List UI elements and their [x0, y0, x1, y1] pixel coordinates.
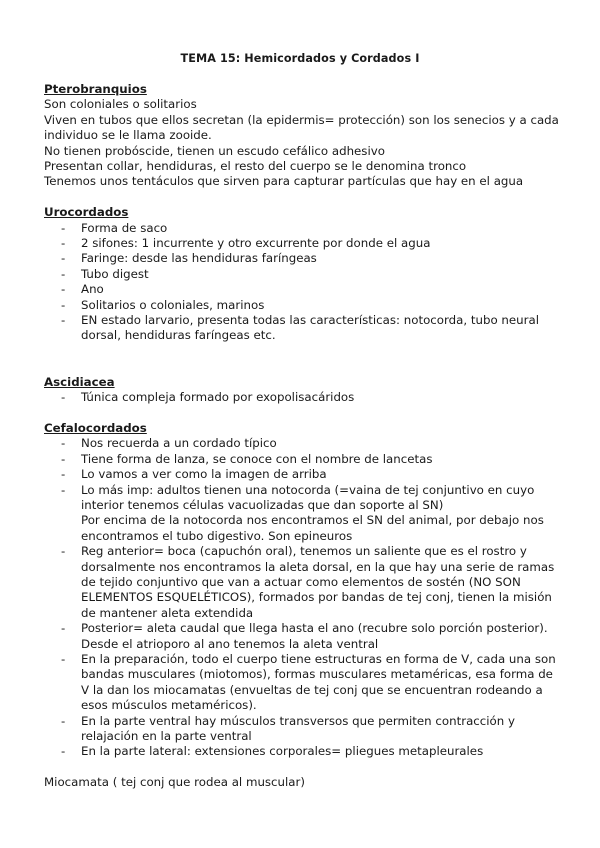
closing-note: Miocamata ( tej conj que rodea al muscular)	[44, 775, 305, 790]
document-body	[44, 82, 560, 791]
list-item: - Solitarios o coloniales, marinos	[61, 298, 560, 313]
list-item: - En la parte ventral hay músculos transversos que permiten contracción y relajación en la parte ventral	[61, 714, 560, 745]
section-heading-cefalocordados: Cefalocordados	[44, 420, 147, 435]
list-item: - EN estado larvario, presenta todas las características: notocorda, tubo neural dorsal, hendiduras faríngeas etc.	[61, 313, 560, 344]
list-item: - En la parte lateral: extensiones corporales= pliegues metapleurales	[61, 744, 560, 759]
section-heading-ascidiacea: Ascidiacea	[44, 374, 115, 389]
list-item: - Tubo digest	[61, 267, 560, 282]
section-heading-pterobranquios: Pterobranquios	[44, 82, 147, 96]
spacer	[44, 406, 560, 421]
list-item: - Forma de saco	[61, 221, 560, 236]
list-item: - Posterior= aleta caudal que llega hasta el ano (recubre solo porción posterior). Desde el atrioporo al ano tenemos la aleta ventral	[61, 621, 560, 652]
paragraph-line: Tenemos unos tentáculos que sirven para capturar partículas que hay en el agua	[44, 174, 524, 189]
list-item: - 2 sifones: 1 incurrente y otro excurrente por donde el agua	[61, 236, 560, 251]
list-item: - Reg anterior= boca (capuchón oral), tenemos un saliente que es el rostro y dorsalmente nos encontramos la aleta dorsal, en la que hay una serie de ramas de tejido conjuntivo que van a actuar como elementos de sostén (NO SON ELEMENTOS ESQUELÉTICOS), formados por bandas de tej conj, tienen la misión de mantener aleta extendida	[61, 544, 560, 621]
list-item: - Tiene forma de lanza, se conoce con el nombre de lancetas	[61, 452, 560, 467]
list-item: - En la preparación, todo el cuerpo tiene estructuras en forma de V, cada una son bandas musculares (miotomos), formas musculares metaméricas, esa forma de V la dan los miocamatas (envueltas de tej conj que se encuentran rodeando a esos músculos metaméricos).	[61, 652, 560, 714]
list-item-text: - Lo más imp: adultos tienen una notocorda (=vaina de tej conjuntivo en cuyo interior tenemos células vacuolizadas que dan soporte al SN)	[81, 482, 535, 512]
list-item-continuation: Por encima de la notocorda nos encontramos el SN del animal, por debajo nos encontramos el tubo digestivo. Son epineuros	[81, 513, 544, 543]
list-item: - Nos recuerda a un cordado típico	[61, 436, 560, 451]
list-item: - Ano	[61, 282, 560, 297]
paragraph-line: Viven en tubos que ellos secretan (la epidermis= protección) son los senecios y a cada individuo se le llama zooide.	[44, 112, 559, 143]
bullet-list-ascidiacea	[44, 390, 560, 405]
bullet-list-urocordados	[44, 221, 560, 344]
paragraph-line: Son coloniales o solitarios	[44, 97, 197, 112]
spacer	[44, 190, 560, 205]
list-item: - Faringe: desde las hendiduras faríngeas	[61, 251, 560, 266]
paragraph-line: Presentan collar, hendiduras, el resto del cuerpo se le denomina tronco	[44, 159, 467, 174]
paragraph-line: No tienen probóscide, tienen un escudo cefálico adhesivo	[44, 143, 385, 158]
list-item-notocorda	[61, 483, 560, 545]
bullet-list-cefalocordados	[44, 436, 560, 760]
spacer	[44, 344, 560, 375]
list-item: - Túnica compleja formado por exopolisacáridos	[61, 390, 560, 405]
section-heading-urocordados: Urocordados	[44, 205, 129, 220]
page-title: TEMA 15: Hemicordados y Cordados I	[180, 52, 420, 65]
list-item: - Lo vamos a ver como la imagen de arriba	[61, 467, 560, 482]
